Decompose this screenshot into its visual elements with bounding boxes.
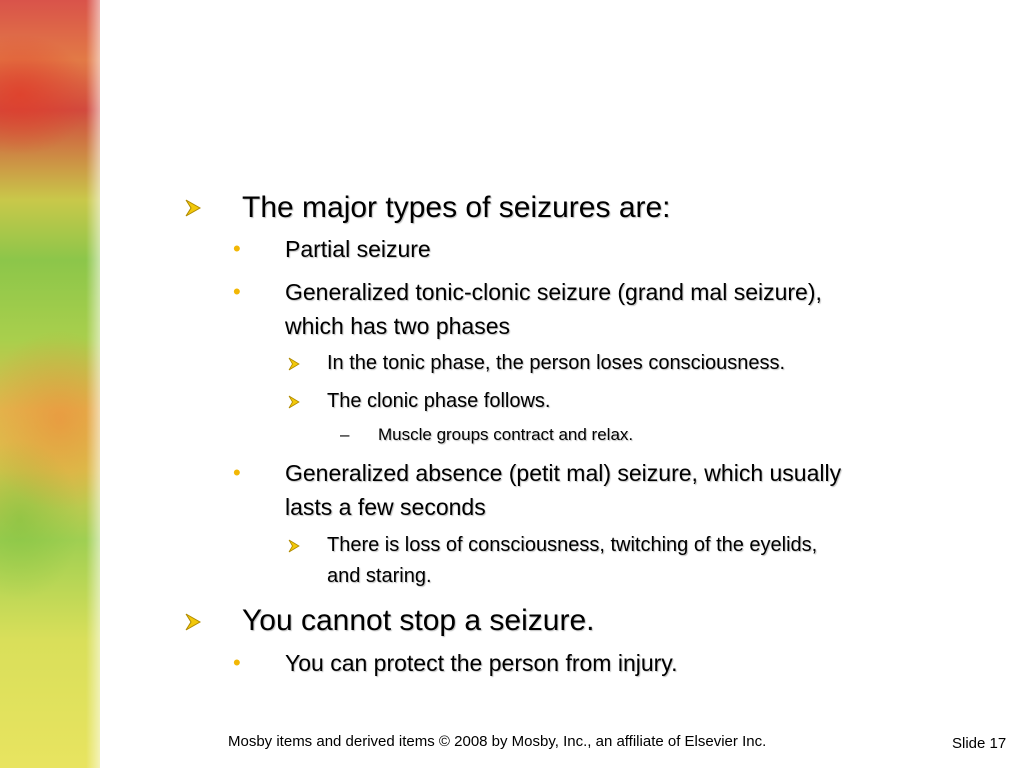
bullet-text: Partial seizure xyxy=(285,236,431,262)
arrow-bullet-icon xyxy=(287,357,301,371)
arrow-bullet-icon xyxy=(287,395,301,409)
arrow-bullet-icon xyxy=(183,612,203,632)
bullet-text: Muscle groups contract and relax. xyxy=(378,425,634,444)
bullet-text-line: lasts a few seconds xyxy=(285,494,486,520)
bullet-text-line: which has two phases xyxy=(285,313,511,339)
arrow-bullet-icon xyxy=(287,539,301,553)
bullet-text-line: and staring. xyxy=(327,565,432,587)
arrow-bullet-icon xyxy=(183,198,203,218)
bullet-dot-icon: • xyxy=(233,460,241,485)
bullet-text: In the tonic phase, the person loses consciousness. xyxy=(327,352,786,374)
dash-bullet-icon: – xyxy=(340,425,350,444)
bullet-dot-icon: • xyxy=(233,279,241,304)
bullet-text: The major types of seizures are: xyxy=(242,191,671,224)
bullet-dot-icon: • xyxy=(233,650,241,675)
bullet-text: You cannot stop a seizure. xyxy=(242,604,595,637)
bullet-dot-icon: • xyxy=(233,236,241,261)
bullet-text-line: There is loss of consciousness, twitching of the eyelids, xyxy=(327,534,818,556)
bullet-text: The clonic phase follows. xyxy=(327,390,551,412)
bullet-text: You can protect the person from injury. xyxy=(285,650,678,676)
bullet-text-line: Generalized absence (petit mal) seizure, which usually xyxy=(285,460,842,486)
footer-copyright: Mosby items and derived items © 2008 by Mosby, Inc., an affiliate of Elsevier Inc. xyxy=(228,733,767,750)
bullet-text-line: Generalized tonic-clonic seizure (grand mal seizure), xyxy=(285,279,822,305)
slide-number: Slide 17 xyxy=(952,735,1007,752)
